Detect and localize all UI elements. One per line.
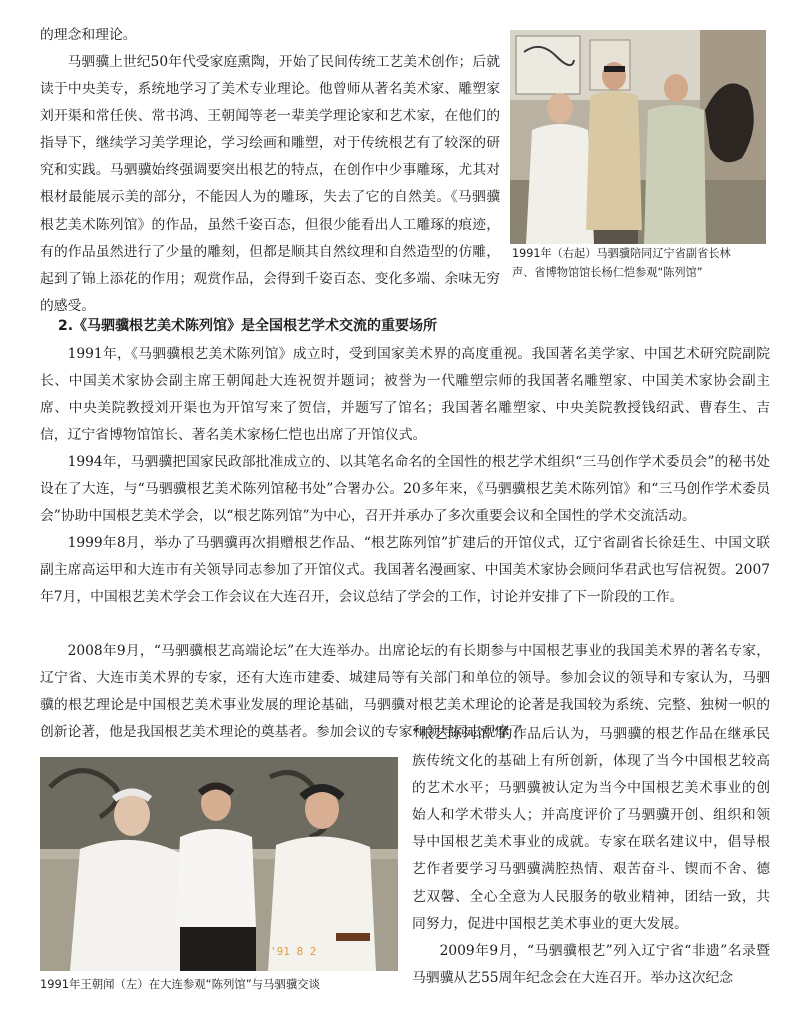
paragraph-continuation: 的理念和理论。 [40,27,137,43]
section-heading: 2.《马驷骥根艺美术陈列馆》是全国根艺学术交流的重要场所 [58,318,438,334]
paragraph-2008: 2008年9月，“马驷骥根艺高端论坛”在大连举办。出席论坛的有长期参与中国根艺事业的我国美术界的著名专家，辽宁省、大连市美术界的专家，还有大连市建委、城建局等有关部门和单位的领导。参加会议的领导和专家认为，马驷骥的根艺理论是中国根艺美术事业发展的理论基础，马驷骥对根艺美术理论的论著是我国较为系统、完整、独树一帜的创新论著，他是我国根艺美术理论的奠基者。参加会议的专家和领导同志观摩了 [40,643,770,741]
paragraph-biography: 马驷骥上世纪50年代受家庭熏陶，开始了民间传统工艺美术创作；后就读于中央美专，系统地学习了美术专业理论。他曾师从著名美术家、雕塑家刘开渠和常任侠、常书鸿、王朝闻等老一辈美学理论家和艺术家，在他们的指导下，继续学习美学理论，学习绘画和雕塑，对于传统根艺有了较深的研究和实践。马驷骥始终强调要突出根艺的特点，在创作中少事雕琢，尤其对根材最能展示美的部分，不能因人为的雕琢，失去了它的自然美。《马驷骥根艺美术陈列馆》的作品，虽然千姿百态，但很少能看出人工雕琢的痕迹，有的作品虽然进行了少量的雕刻，但都是顺其自然纹理和自然造型的仿雕，起到了锦上添花的作用；观赏作品，会得到千姿百态、变化多端、余味无穷的感受。 [40,54,500,314]
photo-top-caption-line2: 声、省博物馆馆长杨仁恺参观“陈列馆” [512,266,703,279]
photo-top-caption-line1: 1991年（右起）马驷骥陪同辽宁省副省长林 [512,247,731,260]
photo-bottom-conversation [40,757,398,971]
paragraph-2008-continued: “根艺陈列馆”的作品后认为，马驷骥的根艺作品在继承民族传统文化的基础上有所创新，体现了当今中国根艺较高的艺术水平；马驷骥被认定为当今中国根艺美术事业的创始人和学术带头人；并高度评价了马驷骥开创、组织和领导中国根艺美术事业的成就。专家在联名建议中，倡导根艺作者要学习马驷骥满腔热情、艰苦奋斗、锲而不舍、德艺双馨、全心全意为人民服务的敬业精神，团结一致，共同努力，促进中国根艺美术事业的更大发展。 [412,726,770,932]
paragraph-1994: 1994年，马驷骥把国家民政部批准成立的、以其笔名命名的全国性的根艺学术组织“三马创作学术委员会”的秘书处设在了大连，与“马驷骥根艺美术陈列馆秘书处”合署办公。20多年来，《马驷骥根艺美术陈列馆》和“三马创作学术委员会”协助中国根艺美术学会，以“根艺陈列馆”为中心，召开并承办了多次重要会议和全国性的学术交流活动。 [40,454,770,525]
paragraph-1991: 1991年，《马驷骥根艺美术陈列馆》成立时，受到国家美术界的高度重视。我国著名美学家、中国艺术研究院副院长、中国美术家协会副主席王朝闻赴大连祝贺并题词；被誉为一代雕塑宗师的我国著名雕塑家、中国美术家协会副主席、中央美院教授刘开渠也为开馆写来了贺信，并题写了馆名；我国著名雕塑家、中央美院教授钱绍武、曹春生、吉信，辽宁省博物馆馆长、著名美术家杨仁恺也出席了开馆仪式。 [40,346,770,444]
paragraph-2009: 2009年9月，“马驷骥根艺”列入辽宁省“非遗”名录暨马驷骥从艺55周年纪念会在大连召开。举办这次纪念 [412,943,770,987]
paragraph-1999: 1999年8月，举办了马驷骥再次捐赠根艺作品、“根艺陈列馆”扩建后的开馆仪式，辽宁省副省长徐廷生、中国文联副主席高运甲和大连市有关领导同志参加了开馆仪式。我国著名漫画家、中国美术家协会顾问华君武也写信祝贺。2007年7月，中国根艺美术学会工作会议在大连召开，会议总结了学会的工作，讨论并安排了下一阶段的工作。 [40,535,770,606]
photo-bottom-caption: 1991年王朝闻（左）在大连参观“陈列馆”与马驷骥交谈 [40,977,320,991]
photo-date-stamp: '91 8 2 [270,945,317,958]
photo-top-visit [510,30,766,244]
